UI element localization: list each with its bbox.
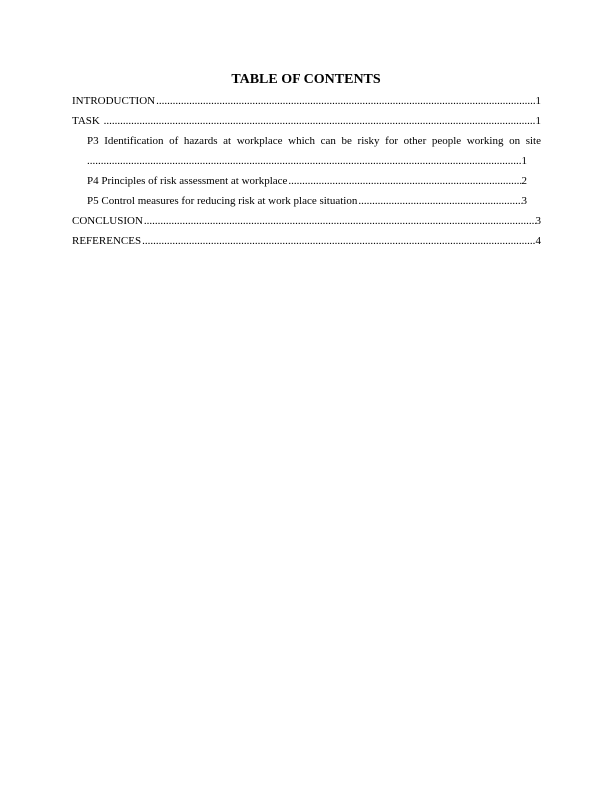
toc-entry-label: P5 Control measures for reducing risk at work place situation <box>87 195 358 207</box>
toc-entry-label: REFERENCES <box>72 235 142 247</box>
toc-title: TABLE OF CONTENTS <box>231 72 381 87</box>
toc-dot-leader <box>142 234 535 248</box>
toc-dot-leader <box>144 214 536 228</box>
toc-entry-label: CONCLUSION <box>72 215 143 227</box>
toc-page-number: 4 <box>535 235 541 247</box>
toc-entry-p4-principles[interactable] <box>72 174 541 188</box>
toc-entry-label: P3 Identification of hazards at workplace which can be risky for other people working on site <box>87 135 541 147</box>
toc-entry-p3-hazards[interactable] <box>72 134 541 168</box>
toc-entry-label: P4 Principles of risk assessment at workplace <box>87 175 288 187</box>
toc-entry-task[interactable] <box>72 114 541 128</box>
toc-entry-p5-control-measures[interactable] <box>72 194 541 208</box>
toc-page-number: 2 <box>521 175 527 187</box>
toc-page-number: 3 <box>521 195 527 207</box>
toc-dot-leader <box>156 94 535 108</box>
toc-entry-introduction[interactable] <box>72 94 541 108</box>
toc-entry-label: INTRODUCTION <box>72 95 156 107</box>
toc-dot-leader <box>358 194 521 208</box>
toc-page-number: 3 <box>535 215 541 227</box>
table-of-contents <box>72 94 541 254</box>
toc-dot-leader <box>104 114 536 128</box>
toc-page-number: 1 <box>521 155 527 167</box>
toc-page-number: 1 <box>535 95 541 107</box>
toc-entry-continuation <box>87 154 541 168</box>
toc-dot-leader <box>87 154 522 168</box>
toc-page-number: 1 <box>535 115 541 127</box>
toc-entry-label: TASK <box>72 115 103 127</box>
toc-dot-leader <box>288 174 521 188</box>
toc-entry-references[interactable] <box>72 234 541 248</box>
toc-entry-conclusion[interactable] <box>72 214 541 228</box>
